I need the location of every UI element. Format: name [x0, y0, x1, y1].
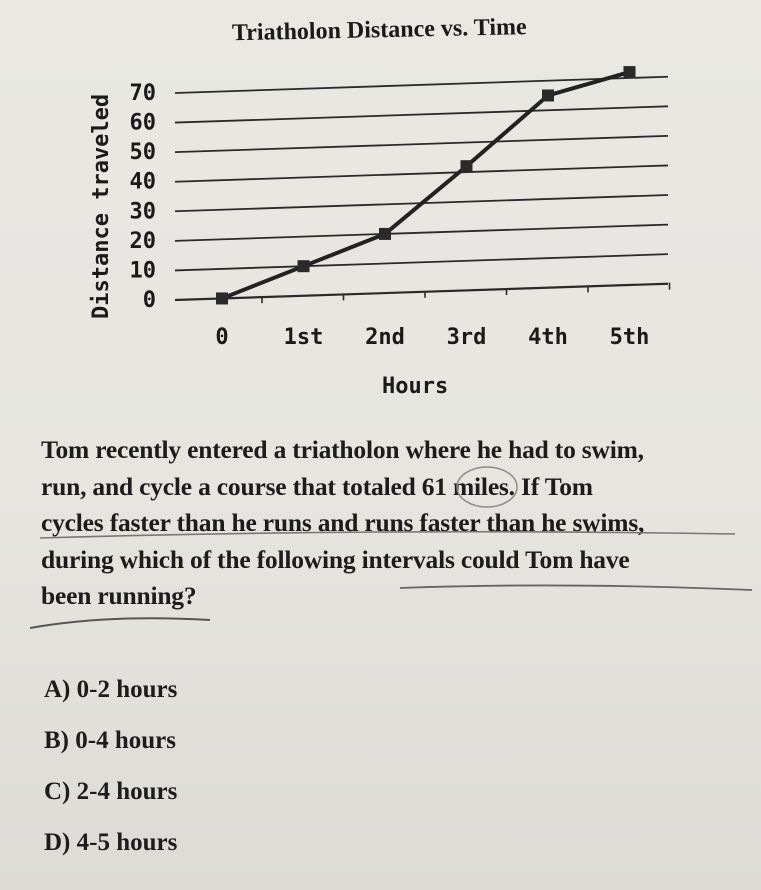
- gridline: [175, 136, 668, 152]
- underline-mark: [30, 618, 210, 628]
- x-axis-label: Hours: [382, 374, 449, 399]
- data-point: [461, 160, 473, 172]
- y-tick-label: 30: [129, 199, 156, 225]
- data-point: [216, 292, 228, 304]
- gridline: [175, 254, 668, 270]
- answer-choices: [44, 672, 177, 876]
- choice-letter: B): [44, 727, 69, 754]
- data-point: [298, 260, 310, 272]
- choice-text: 0-2 hours: [76, 676, 178, 703]
- gridline: [175, 165, 668, 181]
- y-tick-label: 70: [129, 81, 156, 106]
- gridline: [175, 225, 668, 241]
- data-point: [379, 228, 391, 240]
- choice-text: 0-4 hours: [75, 727, 176, 754]
- gridline: [175, 77, 668, 93]
- x-tick-label: 1st: [283, 325, 324, 350]
- x-tick-label: 3rd: [446, 325, 487, 350]
- x-tick-label: 0: [215, 325, 229, 350]
- x-tick-label: 5th: [609, 325, 650, 350]
- question-line: cycles faster than he runs and runs faster than he swims,: [41, 508, 645, 537]
- x-tick-label: 2nd: [365, 325, 405, 350]
- choice-c[interactable]: [44, 774, 177, 825]
- choice-letter: C): [44, 778, 71, 805]
- y-tick-label: 0: [142, 288, 156, 313]
- choice-a[interactable]: [44, 672, 177, 723]
- choice-letter: D): [44, 829, 71, 856]
- x-tick-label: 4th: [528, 325, 568, 350]
- choice-d[interactable]: [44, 825, 177, 876]
- choice-text: 4-5 hours: [76, 829, 178, 856]
- y-axis-label: Distance traveled: [89, 93, 114, 319]
- question-line: been running?: [41, 581, 197, 610]
- choice-letter: A): [44, 676, 71, 703]
- y-tick-label: 10: [129, 258, 156, 284]
- question-text: [41, 432, 741, 615]
- x-tick-labels: [215, 283, 669, 350]
- data-point: [542, 89, 554, 101]
- series-line: [222, 72, 630, 298]
- choice-text: 2-4 hours: [76, 778, 178, 805]
- gridline: [175, 106, 668, 122]
- question-line: Tom recently entered a triatholon where he had to swim,: [41, 435, 644, 464]
- gridlines: [175, 77, 668, 300]
- y-tick-label: 40: [129, 169, 156, 195]
- y-tick-label: 50: [129, 140, 156, 166]
- question-line: run, and cycle a course that totaled 61 miles. If Tom: [41, 471, 593, 501]
- choice-b[interactable]: [44, 723, 177, 774]
- question-line: during which of the following intervals could Tom have: [41, 544, 630, 574]
- y-tick-label: 60: [129, 110, 156, 136]
- series-group: [216, 66, 636, 304]
- y-tick-labels: [130, 81, 157, 313]
- data-point: [624, 66, 636, 78]
- line-chart: [0, 0, 761, 420]
- y-tick-label: 20: [129, 228, 156, 254]
- chart-title: Triatholon Distance vs. Time: [231, 14, 527, 47]
